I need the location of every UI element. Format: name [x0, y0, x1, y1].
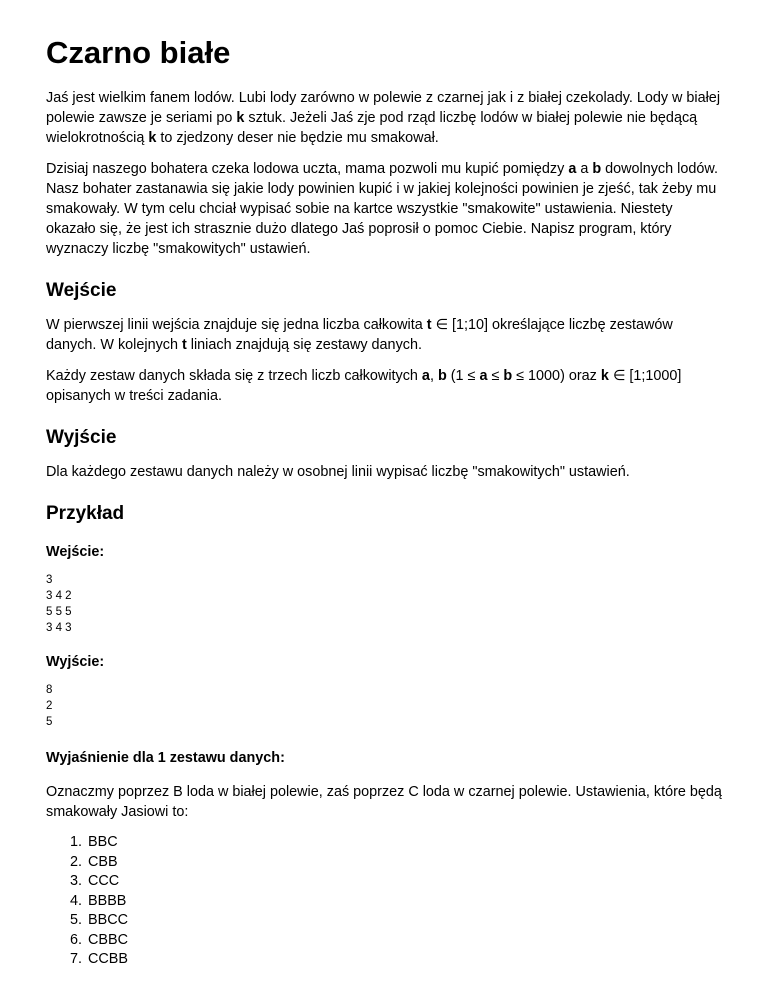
input-line: 3: [46, 574, 53, 586]
example-input-label: Wejście:: [46, 544, 105, 560]
list-item: 2. CBB: [86, 853, 722, 873]
input-heading: Wejście: [46, 280, 117, 301]
list-item: 4. BBBB: [86, 892, 722, 912]
list-item: 5. BBCC: [86, 911, 722, 931]
explanation-label: Wyjaśnienie dla 1 zestawu danych:: [46, 750, 285, 766]
example-output-block: [46, 682, 722, 730]
output-paragraph: Dla każdego zestawu danych należy w osobnej linii wypisać liczbę "smakowitych" ustawień.: [46, 464, 630, 480]
output-line: 8: [46, 684, 53, 696]
input-line: 3 4 3: [46, 622, 72, 634]
output-heading: Wyjście: [46, 427, 117, 448]
intro-paragraph-1: Jaś jest wielkim fanem lodów. Lubi lody zarówno w polewie z czarnej jak i z białej czekolady. Lody w białej polewie zawsze je seriami po k sztuk. Jeżeli Jaś zje pod rząd liczbę lodów w białej polewie nie będącą wielokrotnością k to zjedzony deser nie będzie mu smakował.: [46, 90, 721, 146]
input-line: 5 5 5: [46, 606, 72, 618]
example-output-label: Wyjście:: [46, 654, 105, 670]
input-paragraph-1: W pierwszej linii wejścia znajduje się jedna liczba całkowita t ∈ [1;10] określające liczbę zestawów danych. W kolejnych t liniach znajdują się zestawy danych.: [46, 317, 673, 353]
list-item: 3. CCC: [86, 872, 722, 892]
arrangement-list: [46, 833, 722, 970]
example-input-block: [46, 572, 722, 636]
output-line: 5: [46, 716, 53, 728]
example-heading: Przykład: [46, 503, 125, 524]
explanation-text: Oznaczmy poprzez B loda w białej polewie, zaś poprzez C loda w czarnej polewie. Ustawienia, które będą smakowały Jasiowi to:: [46, 784, 722, 820]
input-line: 3 4 2: [46, 590, 72, 602]
output-line: 2: [46, 700, 53, 712]
page-title: Czarno białe: [46, 35, 231, 70]
intro-paragraph-2: Dzisiaj naszego bohatera czeka lodowa uczta, mama pozwoli mu kupić pomiędzy a a b dowolnych lodów. Nasz bohater zastanawia się jakie lody powinien kupić i w jakiej kolejności powinien je zjeść, tak żeby mu smakowały. W tym celu chciał wypisać sobie na kartce wszystkie "smakowite" ustawienia. Niestety okazało się, że jest ich strasznie dużo dlatego Jaś poprosił o pomoc Ciebie. Napisz program, który wyznaczy liczbę "smakowitych" ustawień.: [46, 161, 718, 257]
list-item: 1. BBC: [86, 833, 722, 853]
list-item: 6. CBBC: [86, 931, 722, 951]
input-paragraph-2: Każdy zestaw danych składa się z trzech liczb całkowitych a, b (1 ≤ a ≤ b ≤ 1000) oraz k ∈ [1;1000] opisanych w treści zadania.: [46, 368, 682, 404]
list-item: 7. CCBB: [86, 950, 722, 970]
